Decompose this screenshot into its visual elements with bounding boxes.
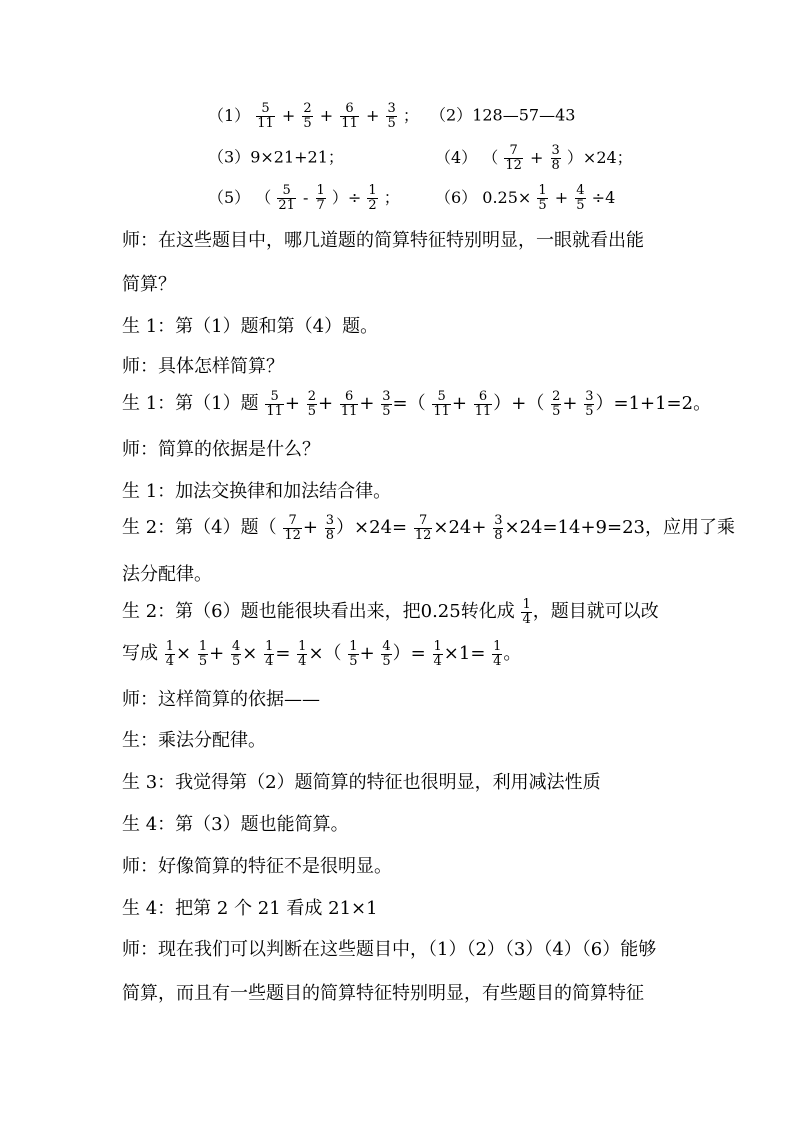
fraction: $\frac{2}{5}$ [552, 389, 561, 419]
fraction: $\frac{3}{8}$ [551, 143, 560, 173]
exercise-5 [208, 184, 400, 212]
operator: + [318, 393, 334, 415]
fraction: $\frac{7}{12}$ [284, 513, 301, 543]
fraction: $\frac{4}{5}$ [576, 183, 585, 213]
fraction: $\frac{1}{5}$ [198, 639, 208, 669]
operator: + [365, 106, 380, 126]
text: ）=1+1=2。 [595, 393, 712, 415]
dialogue-line: 简算？ [122, 274, 176, 295]
operator: × [242, 643, 258, 665]
operator: + [359, 393, 375, 415]
expression: 0.25× [482, 188, 532, 208]
expression: 128—57—43 [472, 105, 576, 125]
exercise-label: （1） [208, 106, 251, 126]
dialogue-line: 师：现在我们可以判断在这些题目中，（1）（2）（3）（4）（6）能够 [122, 939, 657, 960]
operator: ）×24= [336, 517, 408, 539]
paren-close: ）×24； [566, 148, 633, 168]
fraction: $\frac{2}{5}$ [307, 389, 317, 419]
exercise-2 [430, 107, 575, 124]
operator: + [554, 188, 569, 208]
fraction: $\frac{6}{11}$ [340, 389, 358, 419]
paren-close: ）÷ [331, 188, 362, 208]
dialogue-line: 生 3：我觉得第（2）题简算的特征也很明显，利用减法性质 [122, 772, 601, 793]
terminator: ； [402, 106, 419, 126]
fraction: $\frac{3}{8}$ [325, 513, 335, 543]
dialogue-line-calc-1 [122, 390, 711, 418]
fraction: $\frac{3}{8}$ [494, 513, 503, 543]
operator: = [275, 643, 291, 665]
fraction: $\frac{3}{5}$ [585, 389, 594, 419]
dialogue-line: 师：这样简算的依据—— [122, 689, 320, 710]
fraction: $\frac{5}{11}$ [257, 101, 274, 131]
fraction: $\frac{5}{11}$ [433, 389, 450, 419]
operator: × [176, 643, 192, 665]
fraction: $\frac{1}{5}$ [349, 639, 358, 669]
dialogue-line: 师：好像简算的特征不是很明显。 [122, 856, 392, 877]
fraction: $\frac{3}{5}$ [382, 389, 391, 419]
fraction: $\frac{6}{11}$ [474, 389, 492, 419]
fraction: $\frac{2}{5}$ [303, 101, 312, 131]
operator: ）+（ [493, 393, 545, 415]
text: 生 2：第（6）题也能很块看出来，把0.25转化成 [122, 601, 515, 623]
dialogue-line: 法分配律。 [122, 564, 212, 585]
operator: + [530, 148, 544, 168]
dialogue-line-calc-3 [122, 598, 659, 626]
fraction: $\frac{1}{4}$ [522, 597, 531, 627]
expression: 9×21+21； [250, 147, 344, 167]
dialogue-line: 师：简算的依据是什么？ [122, 439, 320, 460]
operator: ×24+ [433, 517, 487, 539]
operator: ）= [392, 643, 426, 665]
text: ，题目就可以改 [532, 601, 659, 623]
fraction: $\frac{7}{12}$ [505, 143, 522, 173]
dialogue-line: 生 1：第（1）题和第（4）题。 [122, 316, 379, 337]
fraction: $\frac{1}{4}$ [265, 639, 274, 669]
operator: + [359, 643, 375, 665]
exercise-6 [435, 184, 615, 212]
text: 写成 [122, 643, 158, 665]
fraction: $\frac{5}{21}$ [278, 183, 295, 213]
fraction: $\frac{5}{11}$ [266, 389, 283, 419]
text: 生 2：第（4）题（ [122, 517, 277, 539]
dialogue-line-calc-4 [122, 640, 521, 668]
operator: + [284, 393, 301, 415]
dialogue-line: 生 4：把第 2 个 21 看成 21×1 [122, 898, 378, 919]
operator: + [562, 393, 578, 415]
dialogue-line: 师：具体怎样简算？ [122, 356, 284, 377]
fraction: $\frac{1}{7}$ [316, 183, 325, 213]
exercise-label: （5） [208, 188, 251, 208]
text: 。 [503, 643, 522, 665]
fraction: $\frac{1}{4}$ [493, 639, 502, 669]
terminator: ； [383, 188, 400, 208]
fraction: $\frac{4}{5}$ [382, 639, 391, 669]
fraction: $\frac{1}{5}$ [538, 183, 547, 213]
operator: ×（ [308, 643, 342, 665]
exercise-label: （3） [208, 147, 251, 167]
operator: + [319, 106, 334, 126]
operator: =（ [392, 393, 426, 415]
paren-open: （ [255, 188, 272, 208]
exercise-3 [208, 149, 344, 166]
fraction: $\frac{4}{5}$ [231, 639, 241, 669]
expression: ÷4 [591, 188, 616, 208]
text: 生 1：第（1）题 [122, 393, 259, 415]
fraction: $\frac{1}{4}$ [433, 639, 442, 669]
exercise-label: （2） [430, 105, 473, 125]
operator: - [303, 188, 309, 208]
operator: + [302, 517, 319, 539]
dialogue-line-calc-2 [122, 514, 735, 542]
operator: + [281, 106, 296, 126]
operator: ×1= [443, 643, 486, 665]
dialogue-line: 师：在这些题目中，哪几道题的简算特征特别明显，一眼就看出能 [122, 230, 644, 251]
dialogue-line: 生 4：第（3）题也能简算。 [122, 814, 349, 835]
fraction: $\frac{1}{4}$ [165, 639, 175, 669]
exercise-label: （4） [435, 148, 478, 168]
text: ×24=14+9=23，应用了乘 [504, 517, 735, 539]
fraction: $\frac{1}{4}$ [298, 639, 307, 669]
dialogue-line: 简算，而且有一些题目的简算特征特别明显，有些题目的简算特征 [122, 983, 644, 1004]
exercise-1 [208, 102, 419, 130]
paren-open: （ [482, 148, 499, 168]
fraction: $\frac{1}{2}$ [368, 183, 377, 213]
exercise-4 [435, 144, 633, 172]
fraction: $\frac{7}{12}$ [414, 513, 432, 543]
dialogue-line: 生：乘法分配律。 [122, 730, 266, 751]
fraction: $\frac{3}{5}$ [387, 101, 396, 131]
operator: + [451, 393, 467, 415]
operator: + [209, 643, 225, 665]
exercise-label: （6） [435, 188, 478, 208]
dialogue-line: 生 1：加法交换律和加法结合律。 [122, 481, 392, 502]
fraction: $\frac{6}{11}$ [341, 101, 358, 131]
